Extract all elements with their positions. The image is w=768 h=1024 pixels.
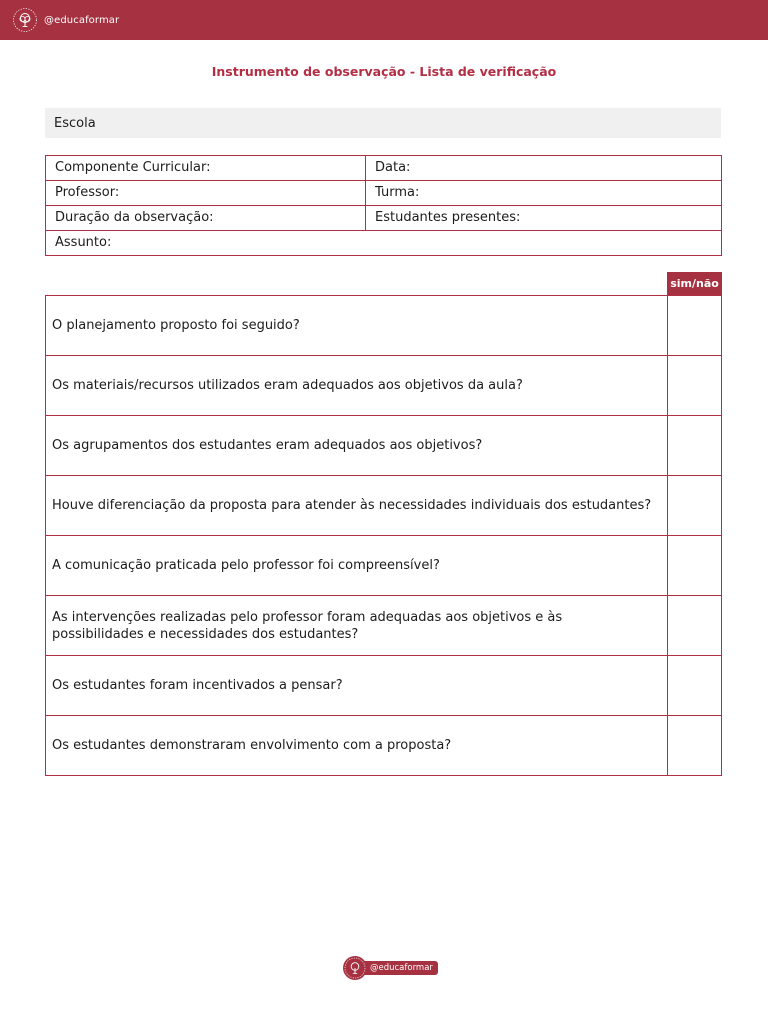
question-label: Os estudantes foram incentivados a pensar? — [52, 678, 343, 693]
question-label: Os agrupamentos dos estudantes eram adequados aos objetivos? — [52, 438, 483, 453]
teacher-label: Professor: — [55, 185, 120, 200]
school-field[interactable] — [45, 108, 721, 138]
footer-handle — [361, 961, 438, 975]
teacher-field[interactable] — [46, 181, 366, 205]
answer-cell[interactable] — [667, 536, 721, 595]
question-label: A comunicação praticada pelo professor foi compreensível? — [52, 558, 440, 573]
answer-column-header: sim/não — [667, 272, 722, 295]
document-title: Instrumento de observação - Lista de verificação — [211, 64, 557, 79]
students-present-field[interactable] — [366, 206, 721, 230]
date-label: Data: — [375, 160, 411, 175]
question-text — [46, 536, 667, 595]
question-label: Os estudantes demonstraram envolvimento com a proposta? — [52, 738, 452, 753]
question-text — [46, 356, 667, 415]
class-label: Turma: — [375, 185, 420, 200]
school-label: Escola — [54, 116, 96, 131]
info-row — [46, 181, 721, 206]
table-row — [46, 536, 721, 596]
table-row — [46, 296, 721, 356]
class-field[interactable] — [366, 181, 721, 205]
tree-icon — [12, 7, 38, 33]
table-row — [46, 656, 721, 716]
subject-label: Assunto: — [55, 235, 112, 250]
duration-label: Duração da observação: — [55, 210, 214, 225]
table-row — [46, 596, 721, 656]
subject-field[interactable] — [46, 231, 721, 255]
top-bar — [0, 0, 768, 40]
answer-cell[interactable] — [667, 476, 721, 535]
header-brand — [12, 6, 119, 34]
question-text — [46, 296, 667, 355]
info-table — [45, 155, 722, 256]
answer-cell[interactable] — [667, 596, 721, 655]
question-text — [46, 656, 667, 715]
table-row — [46, 356, 721, 416]
question-label: Os materiais/recursos utilizados eram adequados aos objetivos da aula? — [52, 378, 523, 393]
students-present-label: Estudantes presentes: — [375, 210, 521, 225]
table-row — [46, 416, 721, 476]
question-text — [46, 476, 667, 535]
question-label: Houve diferenciação da proposta para atender às necessidades individuais dos estudantes? — [52, 498, 652, 513]
answer-cell[interactable] — [667, 656, 721, 715]
footer-brand — [343, 956, 438, 980]
brand-handle: @educaformar — [44, 14, 120, 26]
answer-cell[interactable] — [667, 416, 721, 475]
question-text — [46, 416, 667, 475]
checklist-table — [45, 295, 722, 776]
question-text — [46, 596, 667, 655]
table-row — [46, 476, 721, 536]
answer-cell[interactable] — [667, 716, 721, 775]
duration-field[interactable] — [46, 206, 366, 230]
answer-cell[interactable] — [667, 356, 721, 415]
info-row — [46, 231, 721, 256]
component-field[interactable] — [46, 156, 366, 180]
question-label: O planejamento proposto foi seguido? — [52, 318, 300, 333]
info-row — [46, 206, 721, 231]
table-row — [46, 716, 721, 775]
footer-handle-text: @educaformar — [370, 963, 433, 973]
component-label: Componente Curricular: — [55, 160, 211, 175]
answer-cell[interactable] — [667, 296, 721, 355]
question-text — [46, 716, 667, 775]
date-field[interactable] — [366, 156, 721, 180]
tree-icon — [343, 956, 367, 980]
question-label: As intervenções realizadas pelo professor foram adequadas aos objetivos e às possibilidades e necessidades dos estudantes? — [52, 609, 563, 642]
info-row — [46, 156, 721, 181]
